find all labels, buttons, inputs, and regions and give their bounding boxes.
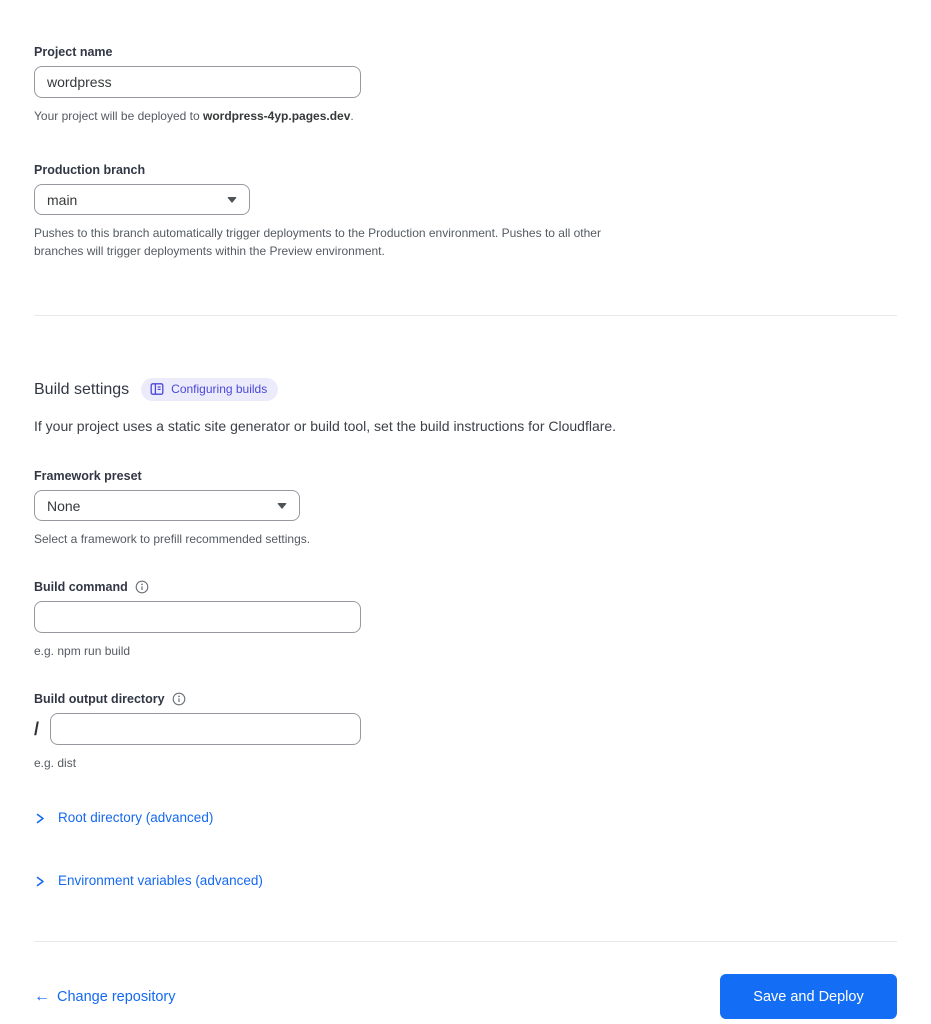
production-branch-select[interactable]: [34, 184, 250, 215]
chevron-right-icon: [34, 812, 46, 825]
build-command-label-text: Build command: [34, 580, 128, 594]
configuring-builds-badge[interactable]: [141, 378, 278, 401]
project-name-group: [34, 44, 897, 125]
project-name-helper: [34, 107, 897, 125]
production-branch-label: Production branch: [34, 163, 146, 177]
project-name-label: Project name: [34, 45, 113, 59]
change-repository-label: Change repository: [57, 988, 176, 1005]
production-branch-value: main: [47, 191, 78, 208]
build-command-group: [34, 579, 897, 660]
build-command-label: [34, 579, 897, 595]
build-command-helper: e.g. npm run build: [34, 644, 131, 658]
change-repository-link[interactable]: [34, 989, 176, 1005]
save-and-deploy-button[interactable]: Save and Deploy: [720, 974, 897, 1019]
path-slash-prefix: /: [34, 718, 40, 739]
info-circle-icon[interactable]: [172, 692, 186, 706]
helper-prefix: Your project will be deployed to: [34, 109, 203, 123]
framework-preset-value: None: [47, 497, 81, 514]
framework-preset-select[interactable]: [34, 490, 300, 521]
build-settings-header: [34, 378, 897, 401]
info-circle-icon[interactable]: [135, 580, 149, 594]
caret-down-icon: [277, 503, 287, 509]
production-branch-group: [34, 162, 897, 260]
build-command-input[interactable]: [34, 601, 361, 633]
caret-down-icon: [227, 197, 237, 203]
build-output-directory-helper: e.g. dist: [34, 756, 77, 770]
project-name-input[interactable]: [34, 66, 361, 98]
root-directory-advanced-label: Root directory (advanced): [58, 810, 214, 825]
arrow-left-icon: ←: [34, 987, 50, 1005]
production-branch-helper: Pushes to this branch automatically trigger deployments to the Production environment. Pushes to all other branches will trigger deployments within the Preview environment.: [34, 226, 601, 258]
configuring-builds-label: Configuring builds: [171, 382, 268, 396]
build-output-directory-input[interactable]: [50, 713, 361, 745]
deploy-domain: wordpress-4yp.pages.dev: [203, 109, 351, 123]
environment-variables-advanced-label: Environment variables (advanced): [58, 873, 263, 888]
environment-variables-advanced-toggle[interactable]: [34, 871, 263, 891]
framework-preset-label: Framework preset: [34, 469, 142, 483]
framework-preset-helper: Select a framework to prefill recommended settings.: [34, 532, 311, 546]
section-divider: [34, 315, 897, 316]
helper-suffix: .: [350, 109, 354, 123]
root-directory-advanced-toggle[interactable]: [34, 808, 213, 828]
open-book-icon: [150, 382, 164, 396]
build-settings-description: If your project uses a static site generator or build tool, set the build instructions for Cloudflare.: [34, 418, 617, 434]
chevron-right-icon: [34, 875, 46, 888]
build-output-directory-group: [34, 691, 897, 772]
build-settings-title: Build settings: [34, 380, 130, 398]
footer-actions: [34, 974, 897, 1019]
footer-divider: [34, 941, 897, 942]
build-output-directory-label: [34, 691, 897, 707]
build-output-directory-row: [34, 713, 897, 745]
framework-preset-group: [34, 468, 897, 548]
build-output-directory-label-text: Build output directory: [34, 692, 165, 706]
